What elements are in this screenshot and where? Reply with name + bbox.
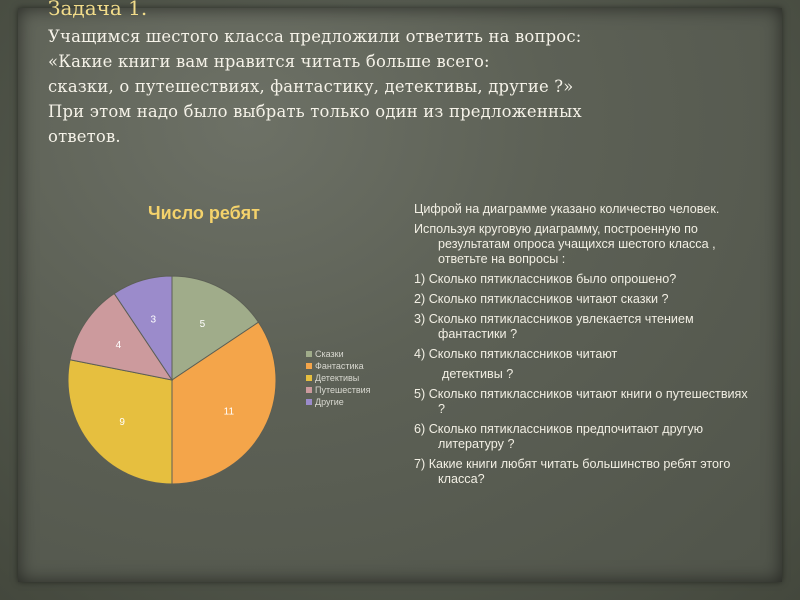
task-line: сказки, о путешествиях, фантастику, детективы, другие ?» [48,77,574,96]
legend-item [306,397,371,407]
task-line: ответов. [48,127,121,146]
question-text: 5) Сколько пятиклассников читают книги о путешествиях ? [414,387,748,416]
question-text: детективы ? [442,367,514,381]
task-line: Учащимся шестого класса предложили ответить на вопрос: [48,27,582,46]
question-text: Используя круговую диаграмму, построенную по результатам опроса учащихся шестого класса , ответьте на вопросы : [414,222,716,266]
legend-swatch [306,363,312,369]
legend-label: Другие [315,397,344,407]
legend-swatch [306,351,312,357]
legend-swatch [306,387,312,393]
task-title: Задача 1. [48,0,148,20]
legend-label: Путешествия [315,385,371,395]
legend-swatch [306,375,312,381]
legend-item [306,373,371,383]
legend-label: Детективы [315,373,360,383]
task-text [48,24,728,149]
legend-label: Фантастика [315,361,364,371]
pie-slice-label: 9 [119,416,125,428]
pie-chart [60,270,290,490]
legend-swatch [306,399,312,405]
chart-legend [306,349,371,409]
questions-block [414,202,754,492]
question-text: 2) Сколько пятиклассников читают сказки ? [414,292,669,306]
question-text: 6) Сколько пятиклассников предпочитают другую литературу ? [414,422,704,451]
task-line: «Какие книги вам нравится читать больше всего: [48,52,490,71]
pie-slice-label: 3 [150,314,157,326]
pie-slice-label: 5 [199,319,206,331]
question-text: 3) Сколько пятиклассников увлекается чтением фантастики ? [414,312,694,341]
legend-item [306,385,371,395]
question-text: 4) Сколько пятиклассников читают [414,347,618,361]
question-text: Цифрой на диаграмме указано количество человек. [414,202,720,216]
legend-item [306,361,371,371]
question-text: 1) Сколько пятиклассников было опрошено? [414,272,677,286]
chart-title: Число ребят [148,203,260,223]
pie-slice-label: 4 [115,340,122,352]
legend-item [306,349,371,359]
task-line: При этом надо было выбрать только один из предложенных [48,102,582,121]
pie-slice-label: 11 [223,406,235,418]
legend-label: Сказки [315,349,344,359]
question-text: 7) Какие книги любят читать большинство ребят этого класса? [414,457,731,486]
